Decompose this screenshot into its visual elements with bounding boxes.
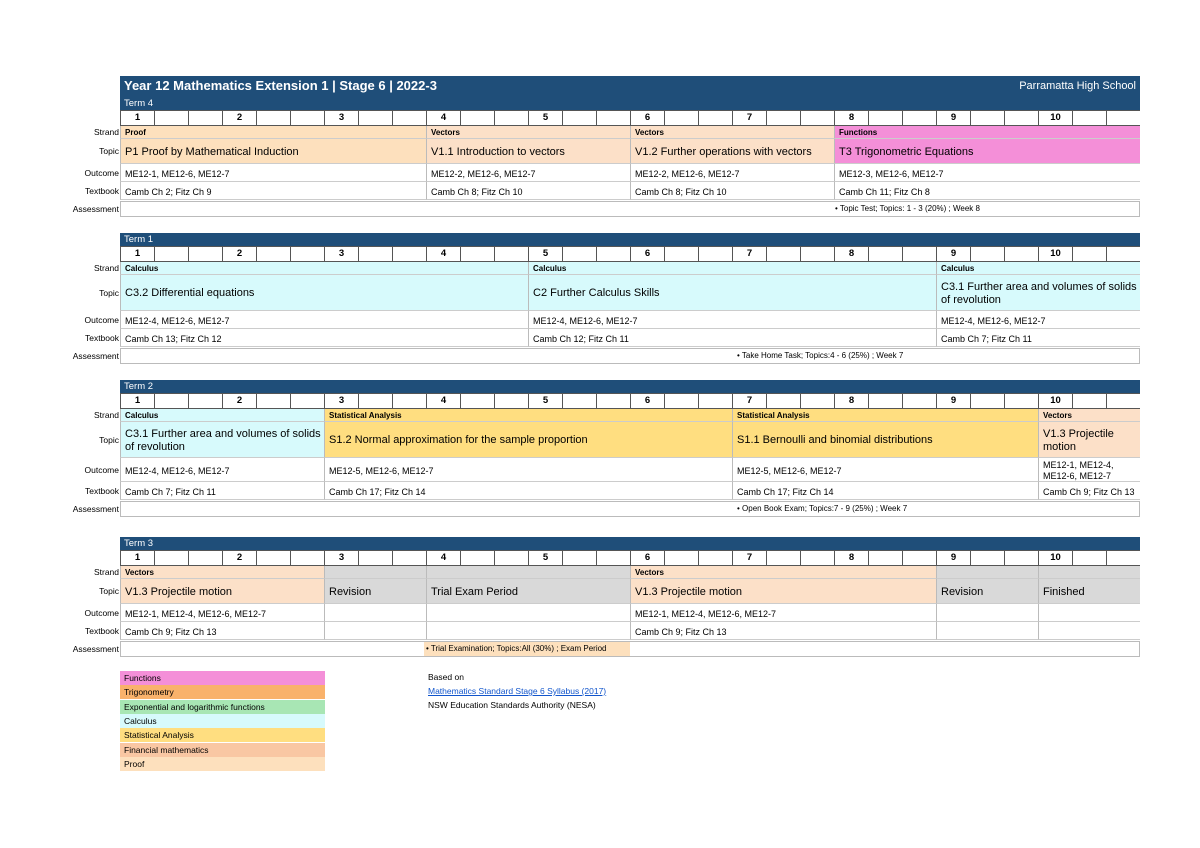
week-subcell (902, 394, 936, 408)
week-number: 2 (222, 551, 256, 565)
term-bar: Term 4 (120, 97, 1140, 110)
week-number: 5 (528, 394, 562, 408)
strand-cell (1038, 566, 1140, 579)
strand-cell (1038, 409, 1140, 422)
textbook-text: Camb Ch 8; Fitz Ch 10 (431, 186, 523, 197)
week-subcell (970, 247, 1004, 261)
week-subcell (392, 247, 426, 261)
week-number: 10 (1038, 111, 1072, 125)
week-subcell (154, 111, 188, 125)
week-number: 1 (120, 247, 154, 261)
textbook-cell (1038, 622, 1140, 640)
outcome-cell (834, 164, 1140, 182)
strand-text: Proof (125, 127, 146, 137)
week-subcell (562, 111, 596, 125)
textbook-text: Camb Ch 2; Fitz Ch 9 (125, 186, 212, 197)
week-subcell (562, 551, 596, 565)
topic-text: Revision (329, 585, 372, 598)
strand-text: Vectors (635, 567, 664, 577)
textbook-cell (120, 482, 324, 500)
week-subcell (154, 551, 188, 565)
strand-text: Vectors (1043, 410, 1072, 420)
strand-text: Functions (839, 127, 878, 137)
week-subcell (460, 111, 494, 125)
week-subcell (1072, 111, 1106, 125)
assessment-text: • Trial Examination; Topics:All (30%) ; Exam Period (426, 644, 607, 653)
textbook-cell (324, 622, 426, 640)
outcome-cell (936, 604, 1038, 622)
strand-cell (324, 566, 426, 579)
week-number: 6 (630, 551, 664, 565)
week-number: 6 (630, 247, 664, 261)
legend-item: Statistical Analysis (120, 728, 325, 742)
textbook-cell (426, 182, 630, 200)
strand-cell (630, 566, 936, 579)
row-label-outcome: Outcome (84, 315, 119, 325)
assessment-text: • Open Book Exam; Topics:7 - 9 (25%) ; Week 7 (737, 504, 908, 513)
week-number: 3 (324, 394, 358, 408)
topic-text: V1.1 Introduction to vectors (431, 145, 565, 158)
outcome-cell (120, 604, 324, 622)
strand-cell (936, 262, 1140, 275)
strand-cell (120, 126, 426, 139)
outcome-cell (426, 604, 630, 622)
textbook-cell (426, 622, 630, 640)
textbook-cell (630, 182, 834, 200)
week-subcell (800, 111, 834, 125)
strand-text: Vectors (431, 127, 460, 137)
week-subcell (1106, 394, 1140, 408)
strand-text: Vectors (125, 567, 154, 577)
row-label-topic: Topic (99, 586, 119, 596)
week-number: 3 (324, 551, 358, 565)
week-subcell (392, 111, 426, 125)
week-subcell (460, 394, 494, 408)
week-subcell (562, 247, 596, 261)
week-subcell (800, 247, 834, 261)
row-label-outcome: Outcome (84, 168, 119, 178)
week-subcell (154, 394, 188, 408)
outcome-text: ME12-4, ME12-6, ME12-7 (125, 315, 230, 326)
topic-text: C3.2 Differential equations (125, 287, 255, 299)
topic-cell (936, 579, 1038, 604)
strand-cell (426, 126, 630, 139)
legend-item: Trigonometry (120, 685, 325, 699)
textbook-text: Camb Ch 17; Fitz Ch 14 (329, 486, 426, 497)
outcome-text: ME12-2, ME12-6, ME12-7 (635, 168, 740, 179)
week-subcell (358, 111, 392, 125)
week-subcell (902, 111, 936, 125)
row-label-textbook: Textbook (84, 626, 119, 636)
week-subcell (392, 551, 426, 565)
textbook-text: Camb Ch 9; Fitz Ch 13 (125, 626, 217, 637)
week-subcell (698, 551, 732, 565)
week-subcell (392, 394, 426, 408)
strand-text: Calculus (125, 410, 159, 420)
textbook-cell (936, 329, 1140, 347)
week-subcell (596, 247, 630, 261)
week-subcell (562, 394, 596, 408)
textbook-text: Camb Ch 11; Fitz Ch 8 (839, 186, 930, 197)
week-number: 1 (120, 394, 154, 408)
week-number: 7 (732, 247, 766, 261)
week-number: 10 (1038, 551, 1072, 565)
week-subcell (290, 247, 324, 261)
outcome-cell (120, 458, 324, 482)
topic-cell (120, 275, 528, 311)
textbook-text: Camb Ch 12; Fitz Ch 11 (533, 333, 629, 344)
topic-cell (732, 422, 1038, 458)
week-subcell (1072, 551, 1106, 565)
week-number: 3 (324, 111, 358, 125)
week-number: 7 (732, 394, 766, 408)
topic-cell (120, 422, 324, 458)
topic-cell (426, 139, 630, 164)
week-subcell (188, 551, 222, 565)
topic-text: P1 Proof by Mathematical Induction (125, 145, 299, 158)
topic-text: S1.2 Normal approximation for the sample proportion (329, 434, 588, 446)
textbook-text: Camb Ch 13; Fitz Ch 12 (125, 333, 222, 344)
strand-cell (120, 566, 324, 579)
strand-text: Statistical Analysis (329, 410, 402, 420)
row-label-strand: Strand (93, 127, 119, 137)
week-number: 9 (936, 394, 970, 408)
school-name: Parramatta High School (1019, 80, 1136, 92)
week-subcell (494, 394, 528, 408)
textbook-cell (936, 622, 1038, 640)
strand-text: Vectors (635, 127, 664, 137)
topic-cell (1038, 422, 1140, 458)
outcome-cell (528, 311, 936, 329)
week-row (120, 393, 1140, 409)
outcome-text: ME12-1, ME12-4, ME12-6, ME12-7 (635, 608, 777, 619)
term-bar: Term 1 (120, 233, 1140, 246)
week-number: 1 (120, 111, 154, 125)
row-label-strand: Strand (93, 567, 119, 577)
outcome-cell (1038, 604, 1140, 622)
week-subcell (766, 551, 800, 565)
week-subcell (494, 247, 528, 261)
week-subcell (970, 111, 1004, 125)
week-subcell (970, 394, 1004, 408)
outcome-cell (630, 164, 834, 182)
week-row (120, 246, 1140, 262)
topic-text: S1.1 Bernoulli and binomial distributions (737, 434, 933, 446)
week-subcell (1004, 111, 1038, 125)
week-subcell (766, 111, 800, 125)
week-row (120, 110, 1140, 126)
week-subcell (290, 111, 324, 125)
row-label-topic: Topic (99, 435, 119, 445)
week-number: 3 (324, 247, 358, 261)
legend-item: Proof (120, 757, 325, 771)
week-subcell (1072, 247, 1106, 261)
week-subcell (970, 551, 1004, 565)
week-subcell (664, 394, 698, 408)
row-label-assessment: Assessment (72, 644, 119, 654)
outcome-cell (120, 164, 426, 182)
topic-cell (324, 422, 732, 458)
week-subcell (868, 394, 902, 408)
topic-text: V1.3 Projectile motion (125, 585, 232, 598)
syllabus-link[interactable]: Mathematics Standard Stage 6 Syllabus (2017) (428, 686, 607, 696)
week-subcell (902, 551, 936, 565)
nesa-label: NSW Education Standards Authority (NESA) (428, 700, 596, 710)
textbook-cell (834, 182, 1140, 200)
strand-text: Statistical Analysis (737, 410, 810, 420)
outcome-text: ME12-4, ME12-6, ME12-7 (941, 315, 1046, 326)
row-label-textbook: Textbook (84, 186, 119, 196)
week-subcell (188, 111, 222, 125)
assessment-row (120, 348, 1140, 364)
strand-cell (732, 409, 1038, 422)
assessment-text: • Take Home Task; Topics:4 - 6 (25%) ; Week 7 (737, 351, 904, 360)
textbook-cell (324, 482, 732, 500)
outcome-text: ME12-1, ME12-4, ME12-6, ME12-7 (125, 608, 267, 619)
week-number: 2 (222, 394, 256, 408)
strand-cell (120, 262, 528, 275)
outcome-text: ME12-1, ME12-4, ME12-6, ME12-7 (1043, 460, 1114, 481)
legend-item: Financial mathematics (120, 743, 325, 757)
week-subcell (766, 394, 800, 408)
week-subcell (358, 247, 392, 261)
week-subcell (256, 394, 290, 408)
topic-text: Finished (1043, 585, 1085, 598)
strand-cell (834, 126, 1140, 139)
week-subcell (358, 551, 392, 565)
week-subcell (494, 551, 528, 565)
week-subcell (800, 551, 834, 565)
row-label-textbook: Textbook (84, 486, 119, 496)
topic-text: V1.3 Projectile motion (635, 585, 742, 598)
textbook-cell (120, 329, 528, 347)
topic-cell (324, 579, 426, 604)
textbook-cell (1038, 482, 1140, 500)
strand-cell (426, 566, 630, 579)
week-number: 8 (834, 394, 868, 408)
strand-cell (120, 409, 324, 422)
week-subcell (664, 247, 698, 261)
week-subcell (664, 551, 698, 565)
week-subcell (154, 247, 188, 261)
outcome-text: ME12-5, ME12-6, ME12-7 (737, 465, 842, 476)
week-subcell (664, 111, 698, 125)
week-number: 2 (222, 111, 256, 125)
week-subcell (596, 394, 630, 408)
based-on-label: Based on (428, 672, 464, 682)
week-subcell (460, 247, 494, 261)
textbook-text: Camb Ch 9; Fitz Ch 13 (1043, 486, 1135, 497)
outcome-text: ME12-1, ME12-6, ME12-7 (125, 168, 230, 179)
term-bar: Term 2 (120, 380, 1140, 393)
week-subcell (596, 111, 630, 125)
legend-item: Calculus (120, 714, 325, 728)
row-label-textbook: Textbook (84, 333, 119, 343)
outcome-cell (426, 164, 630, 182)
assessment-row (120, 641, 1140, 657)
week-subcell (698, 247, 732, 261)
textbook-cell (120, 182, 426, 200)
week-number: 6 (630, 394, 664, 408)
page-title: Year 12 Mathematics Extension 1 | Stage 6 | 2022-3 (124, 78, 437, 93)
row-label-outcome: Outcome (84, 465, 119, 475)
week-number: 9 (936, 111, 970, 125)
week-subcell (1004, 551, 1038, 565)
outcome-cell (324, 458, 732, 482)
topic-text: Trial Exam Period (431, 585, 519, 598)
week-subcell (766, 247, 800, 261)
textbook-text: Camb Ch 8; Fitz Ch 10 (635, 186, 727, 197)
textbook-text: Camb Ch 17; Fitz Ch 14 (737, 486, 834, 497)
legend-item: Exponential and logarithmic functions (120, 700, 325, 714)
week-subcell (698, 394, 732, 408)
week-number: 8 (834, 247, 868, 261)
week-subcell (188, 247, 222, 261)
outcome-cell (732, 458, 1038, 482)
outcome-text: ME12-5, ME12-6, ME12-7 (329, 465, 434, 476)
week-subcell (256, 111, 290, 125)
row-label-assessment: Assessment (72, 504, 119, 514)
textbook-cell (528, 329, 936, 347)
week-subcell (1106, 551, 1140, 565)
textbook-text: Camb Ch 7; Fitz Ch 11 (941, 333, 1032, 344)
row-label-outcome: Outcome (84, 608, 119, 618)
week-number: 8 (834, 111, 868, 125)
textbook-text: Camb Ch 7; Fitz Ch 11 (125, 486, 216, 497)
outcome-cell (324, 604, 426, 622)
week-number: 10 (1038, 394, 1072, 408)
strand-cell (528, 262, 936, 275)
topic-text: T3 Trigonometric Equations (839, 145, 974, 158)
week-subcell (1072, 394, 1106, 408)
row-label-topic: Topic (99, 146, 119, 156)
week-number: 9 (936, 247, 970, 261)
topic-cell (630, 139, 834, 164)
week-number: 8 (834, 551, 868, 565)
week-subcell (596, 551, 630, 565)
week-subcell (188, 394, 222, 408)
outcome-text: ME12-4, ME12-6, ME12-7 (125, 465, 230, 476)
topic-cell (528, 275, 936, 311)
week-number: 1 (120, 551, 154, 565)
strand-cell (936, 566, 1038, 579)
week-number: 7 (732, 551, 766, 565)
week-subcell (698, 111, 732, 125)
week-subcell (256, 247, 290, 261)
week-number: 10 (1038, 247, 1072, 261)
week-subcell (868, 551, 902, 565)
topic-text: C3.1 Further area and volumes of solids of revolution (941, 280, 1137, 306)
outcome-cell (630, 604, 936, 622)
week-subcell (358, 394, 392, 408)
week-subcell (1004, 394, 1038, 408)
strand-cell (324, 409, 732, 422)
strand-text: Calculus (125, 263, 159, 273)
textbook-text: Camb Ch 9; Fitz Ch 13 (635, 626, 727, 637)
legend-item: Functions (120, 671, 325, 685)
topic-cell (1038, 579, 1140, 604)
strand-text: Calculus (533, 263, 567, 273)
week-number: 2 (222, 247, 256, 261)
week-number: 4 (426, 247, 460, 261)
topic-cell (630, 579, 936, 604)
strand-cell (630, 126, 834, 139)
topic-cell (834, 139, 1140, 164)
outcome-cell (120, 311, 528, 329)
row-label-strand: Strand (93, 410, 119, 420)
strand-text: Calculus (941, 263, 975, 273)
week-row (120, 550, 1140, 566)
textbook-cell (120, 622, 324, 640)
week-number: 9 (936, 551, 970, 565)
week-subcell (868, 247, 902, 261)
assessment-row (120, 501, 1140, 517)
topic-cell (426, 579, 630, 604)
topic-text: Revision (941, 585, 984, 598)
row-label-assessment: Assessment (72, 351, 119, 361)
textbook-cell (732, 482, 1038, 500)
topic-cell (936, 275, 1140, 311)
textbook-cell (630, 622, 936, 640)
week-subcell (256, 551, 290, 565)
week-subcell (868, 111, 902, 125)
week-number: 4 (426, 551, 460, 565)
outcome-cell (1038, 458, 1140, 482)
week-number: 4 (426, 394, 460, 408)
week-subcell (1106, 247, 1140, 261)
row-label-strand: Strand (93, 263, 119, 273)
week-number: 5 (528, 551, 562, 565)
topic-text: V1.3 Projectile motion (1043, 427, 1114, 453)
week-number: 5 (528, 111, 562, 125)
topic-cell (120, 139, 426, 164)
week-number: 7 (732, 111, 766, 125)
week-number: 4 (426, 111, 460, 125)
outcome-text: ME12-4, ME12-6, ME12-7 (533, 315, 638, 326)
week-subcell (1106, 111, 1140, 125)
week-subcell (1004, 247, 1038, 261)
week-subcell (494, 111, 528, 125)
topic-text: C2 Further Calculus Skills (533, 287, 660, 299)
week-subcell (800, 394, 834, 408)
term-bar: Term 3 (120, 537, 1140, 550)
topic-text: V1.2 Further operations with vectors (635, 145, 812, 158)
week-subcell (902, 247, 936, 261)
assessment-row (120, 201, 1140, 217)
week-subcell (290, 551, 324, 565)
assessment-text: • Topic Test; Topics: 1 - 3 (20%) ; Week 8 (835, 204, 980, 213)
outcome-cell (936, 311, 1140, 329)
topic-text: C3.1 Further area and volumes of solids of revolution (125, 427, 321, 453)
week-subcell (460, 551, 494, 565)
row-label-topic: Topic (99, 288, 119, 298)
outcome-text: ME12-2, ME12-6, ME12-7 (431, 168, 536, 179)
week-subcell (290, 394, 324, 408)
topic-cell (120, 579, 324, 604)
row-label-assessment: Assessment (72, 204, 119, 214)
week-number: 6 (630, 111, 664, 125)
page-header (120, 76, 1140, 97)
outcome-text: ME12-3, ME12-6, ME12-7 (839, 168, 944, 179)
week-number: 5 (528, 247, 562, 261)
